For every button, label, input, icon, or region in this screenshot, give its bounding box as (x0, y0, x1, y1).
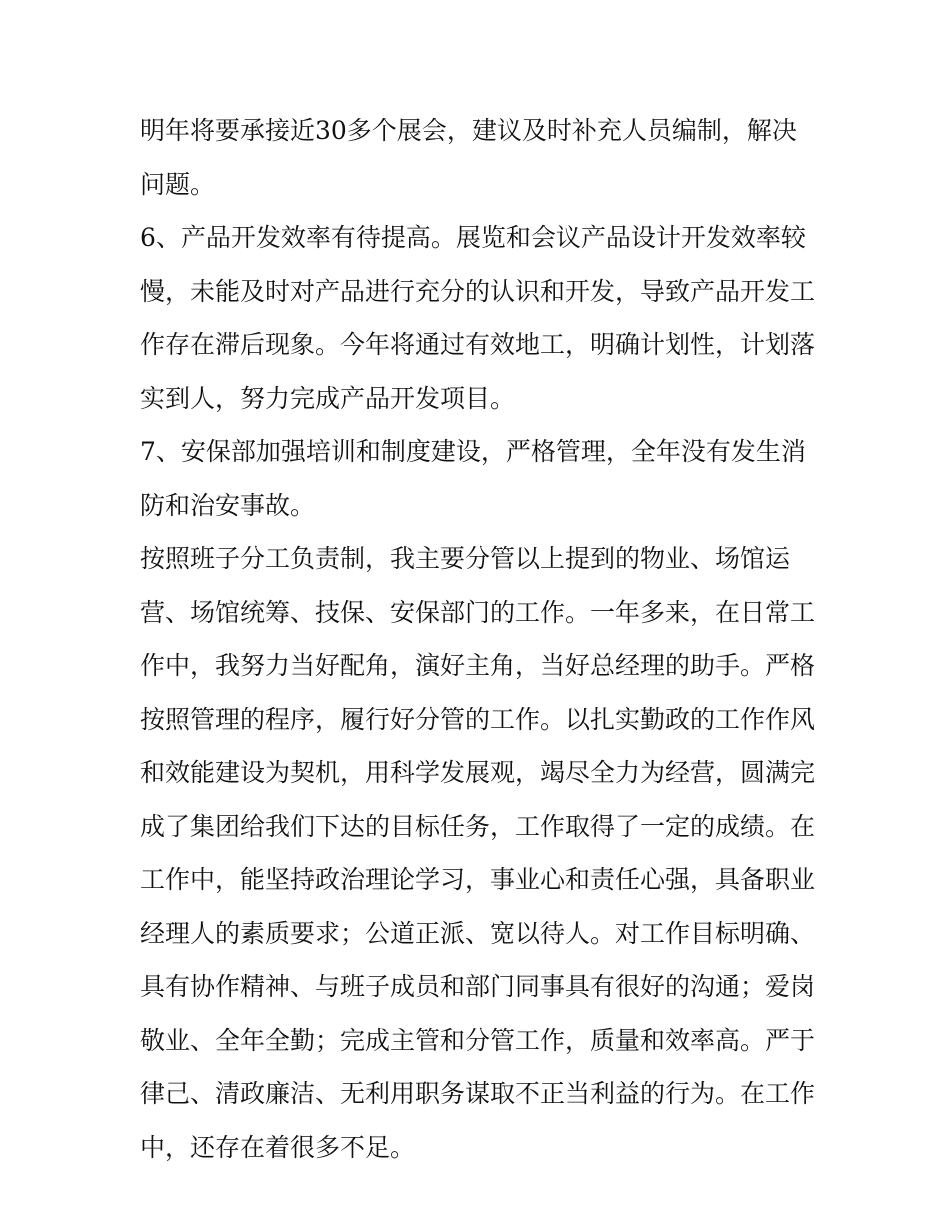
text-line: 慢，未能及时对产品进行充分的认识和开发，导致产品开发工 (140, 276, 816, 306)
text-line: 作中，我努力当好配角，演好主角，当好总经理的助手。严格 (140, 651, 816, 680)
text-line: 防和治安事故。 (140, 490, 316, 520)
document-body (140, 107, 820, 1177)
text-line: 6、产品开发效率有待提高。展览和会议产品设计开发效率较 (140, 223, 806, 252)
text-line: 明年将要承接近30多个展会，建议及时补充人员编制，解决 (140, 116, 797, 145)
text-line: 律己、清政廉洁、无利用职务谋取不正当利益的行为。在工作 (140, 1079, 816, 1108)
text-line: 经理人的素质要求；公道正派、宽以待人。对工作目标明确、 (140, 918, 816, 948)
text-line: 7、安保部加强培训和制度建设，严格管理，全年没有发生消 (140, 437, 806, 466)
text-line: 敬业、全年全勤；完成主管和分管工作，质量和效率高。严于 (140, 1025, 816, 1055)
text-line: 工作中，能坚持政治理论学习，事业心和责任心强，具备职业 (140, 865, 816, 894)
text-line: 作存在滞后现象。今年将通过有效地工，明确计划性，计划落 (140, 330, 816, 359)
text-line: 营、场馆统筹、技保、安保部门的工作。一年多来，在日常工 (140, 597, 816, 627)
text-line: 问题。 (140, 169, 216, 199)
text-line: 按照管理的程序，履行好分管的工作。以扎实勤政的工作作风 (140, 704, 816, 734)
text-line: 实到人，努力完成产品开发项目。 (140, 383, 516, 413)
text-line: 中，还存在着很多不足。 (140, 1132, 416, 1162)
text-line: 和效能建设为契机，用科学发展观，竭尽全力为经营，圆满完 (140, 758, 816, 787)
text-line: 成了集团给我们下达的目标任务，工作取得了一定的成绩。在 (140, 811, 816, 841)
text-line: 具有协作精神、与班子成员和部门同事具有很好的沟通；爱岗 (140, 972, 816, 1001)
text-line: 按照班子分工负责制，我主要分管以上提到的物业、场馆运 (140, 544, 791, 573)
